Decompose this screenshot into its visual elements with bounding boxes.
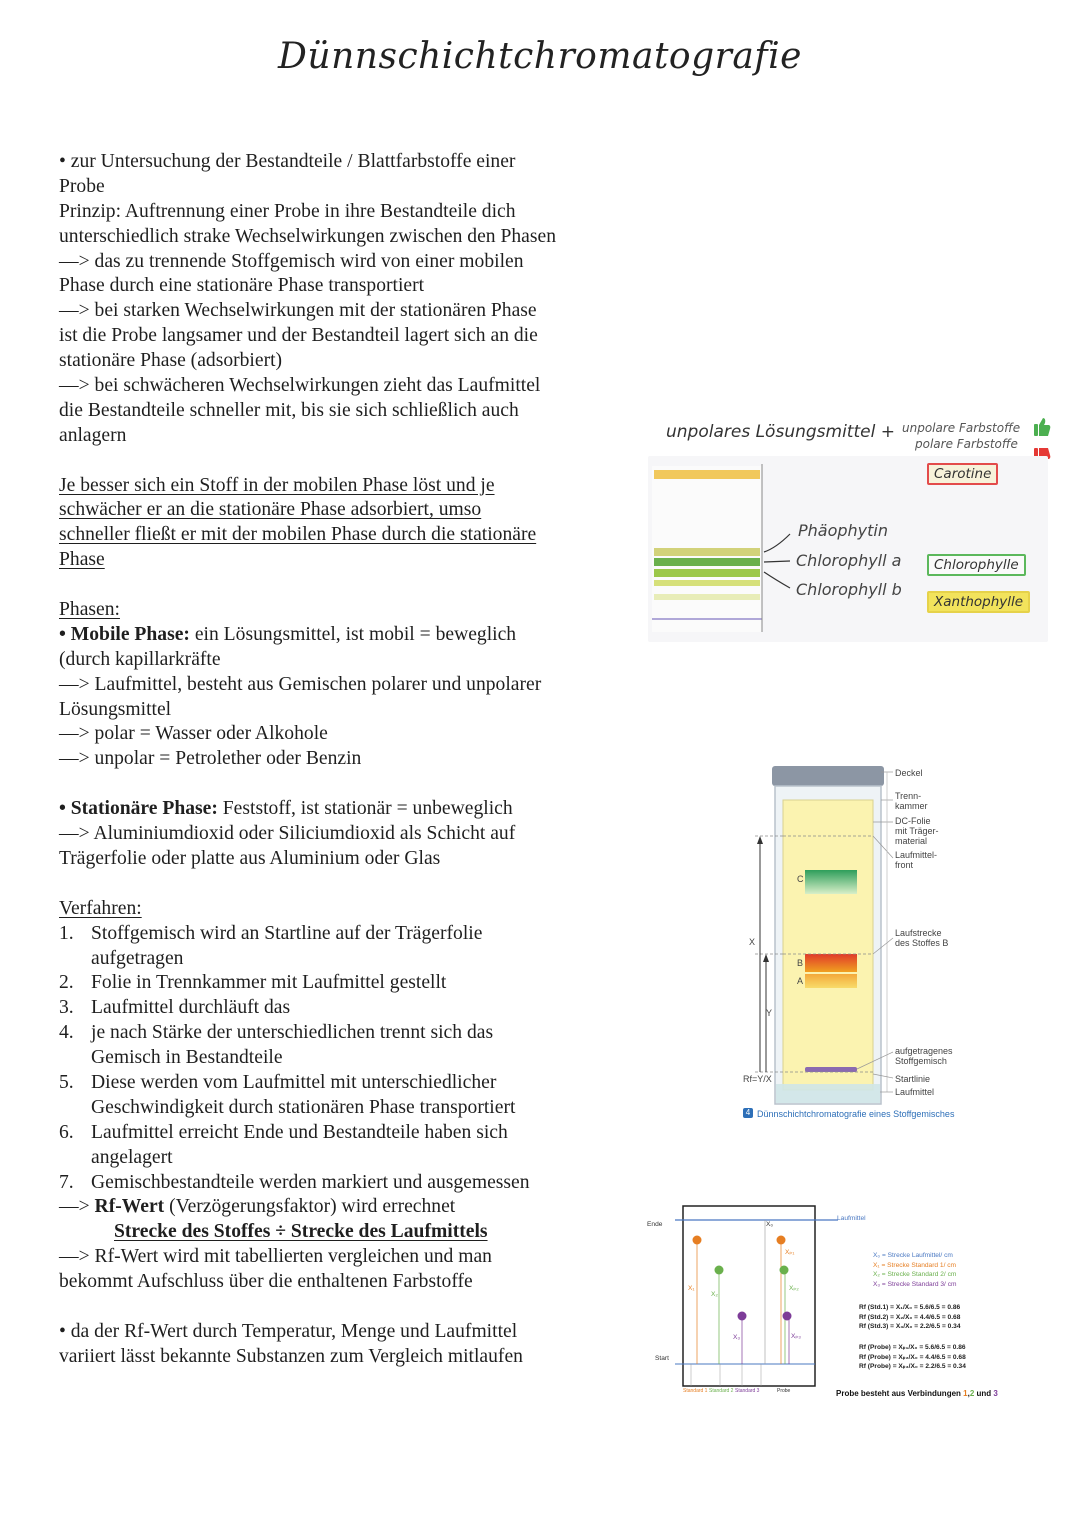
step-text: Stoffgemisch wird an Startline auf der Trägerfolie bbox=[91, 922, 483, 944]
spot-label-a: A bbox=[797, 976, 804, 986]
text-line: bekommt Aufschluss über die enthaltenen Farbstoffe bbox=[59, 1271, 473, 1293]
spot-b bbox=[805, 954, 857, 972]
step-text: aufgetragen bbox=[91, 947, 184, 969]
band-label-chlorophyll-b: Chlorophyll b bbox=[796, 580, 902, 599]
text-line: Phase bbox=[59, 549, 105, 571]
label-ende: Ende bbox=[647, 1221, 663, 1228]
label-x2: X₂ bbox=[711, 1291, 718, 1298]
text-line: schneller fließt er mit der mobilen Phase durch die stationäre bbox=[59, 524, 537, 546]
rf-comparison-figure bbox=[643, 1200, 1023, 1405]
list-item bbox=[59, 1121, 614, 1146]
solvent-pool bbox=[776, 1084, 880, 1103]
text-line: (durch kapillarkräfte bbox=[59, 648, 221, 670]
stationary-phase-desc: Feststoff, ist stationär = unbeweglich bbox=[217, 798, 513, 820]
spot-standard-1 bbox=[693, 1236, 702, 1245]
verfahren-heading: Verfahren: bbox=[59, 897, 142, 919]
conclusion-text bbox=[836, 1389, 998, 1399]
intro-paragraph bbox=[59, 150, 614, 449]
calc-line: Rf (Std.1) = X₁/X₀ = 5.6/6.5 = 0.86 bbox=[859, 1304, 961, 1311]
plate-frame bbox=[683, 1206, 815, 1386]
band-label-phaeophytin: Phäophytin bbox=[798, 521, 889, 540]
spot-probe-2 bbox=[780, 1266, 789, 1275]
text-line: Prinzip: Auftrennung einer Probe in ihre Bestandteile dich bbox=[59, 200, 516, 222]
text-line: Lösungsmittel bbox=[59, 698, 172, 720]
pigment-chromatogram-figure bbox=[648, 412, 1048, 644]
spot-label-c: C bbox=[797, 874, 804, 884]
label-laufmittel: Laufmittel bbox=[837, 1215, 866, 1222]
step-text: Gemischbestandteile werden markiert und ausgemessen bbox=[91, 1171, 530, 1193]
text-line: • da der Rf-Wert durch Temperatur, Menge und Laufmittel bbox=[59, 1320, 518, 1342]
separation-chamber-figure bbox=[735, 762, 995, 1127]
lane-standard-3: Standard 3 bbox=[735, 1388, 760, 1394]
text-line: stationäre Phase (adsorbiert) bbox=[59, 350, 283, 372]
label-x3: X₃ bbox=[733, 1334, 741, 1341]
rule-paragraph bbox=[59, 474, 614, 574]
calc-line: Rf (Std.3) = X₃/X₀ = 2.2/6.5 = 0.34 bbox=[859, 1323, 961, 1331]
rf-calculations-standards bbox=[859, 1303, 961, 1332]
label-startlinie: Startlinie bbox=[895, 1074, 931, 1084]
band-label-chlorophyll-a: Chlorophyll a bbox=[796, 551, 902, 570]
conclusion-prefix: Probe besteht aus Verbindungen bbox=[836, 1389, 964, 1398]
text-line: Phase durch eine stationäre Phase transportiert bbox=[59, 275, 425, 297]
caption-number: 4 bbox=[743, 1108, 753, 1118]
phasen-heading: Phasen: bbox=[59, 599, 120, 621]
figure-caption: Dünnschichtchromatografie eines Stoffgemisches bbox=[757, 1109, 955, 1119]
xanthophyll-band bbox=[654, 580, 760, 586]
step-number: 7. bbox=[59, 1171, 74, 1193]
phaeophytin-band bbox=[654, 548, 760, 556]
rf-plate-drawing bbox=[643, 1200, 1023, 1405]
text-line: Je besser sich ein Stoff in der mobilen Phase löst und je bbox=[59, 474, 495, 496]
text-line: —> bei schwächeren Wechselwirkungen zieht das Laufmittel bbox=[59, 375, 541, 397]
spot-probe-3 bbox=[783, 1312, 792, 1321]
label-deckel: Deckel bbox=[895, 768, 923, 778]
applied-mixture bbox=[805, 1067, 857, 1072]
polar-pigments-label: polare Farbstoffe bbox=[915, 437, 1018, 451]
compound-2: 2 bbox=[969, 1389, 975, 1398]
step-text: Folie in Trennkammer mit Laufmittel gestellt bbox=[91, 972, 447, 994]
spot-probe-1 bbox=[777, 1236, 786, 1245]
text-line: Probe bbox=[59, 175, 105, 197]
list-item bbox=[59, 1021, 614, 1046]
legend bbox=[873, 1251, 957, 1289]
text-line: variiert lässt bekannte Substanzen zum Vergleich mitlaufen bbox=[59, 1345, 523, 1367]
spot-label-b: B bbox=[797, 958, 804, 968]
calc-line: Rf (Std.2) = X₂/X₀ = 4.4/6.5 = 0.68 bbox=[859, 1313, 961, 1321]
stationary-phase-line bbox=[59, 797, 614, 822]
spot-a bbox=[805, 974, 857, 988]
notes-text bbox=[59, 150, 614, 1370]
legend-item: X₁ = Strecke Standard 1/ cm bbox=[873, 1261, 957, 1269]
step-text: angelagert bbox=[91, 1146, 173, 1168]
legend-item: X₂ = Strecke Standard 2/ cm bbox=[873, 1271, 957, 1279]
mobile-phase-desc: ein Lösungsmittel, ist mobil = beweglich bbox=[189, 623, 517, 645]
label-laufstrecke: Laufstrecke des Stoffes B bbox=[895, 928, 949, 948]
lane-probe: Probe bbox=[777, 1388, 791, 1394]
step-number: 6. bbox=[59, 1121, 74, 1143]
unpolar-pigments-label: unpolare Farbstoffe bbox=[902, 421, 1021, 435]
text-line: —> Rf-Wert wird mit tabellierten vergleichen und man bbox=[59, 1246, 492, 1268]
legend-item: X₃ = Strecke Standard 3/ cm bbox=[873, 1280, 957, 1288]
carotine-band bbox=[654, 470, 760, 479]
list-item bbox=[59, 971, 614, 996]
list-item bbox=[59, 1071, 614, 1096]
lane-standard-2: Standard 2 bbox=[709, 1388, 734, 1394]
calc-line: Rf (Probe) = Xₚ₃/X₀ = 2.2/6.5 = 0.34 bbox=[859, 1363, 966, 1371]
compound-1: 1 bbox=[963, 1389, 968, 1398]
text-line: • zur Untersuchung der Bestandteile / Blattfarbstoffe einer bbox=[59, 151, 516, 172]
axis-label-x: X bbox=[749, 937, 756, 947]
rf-value-label: Rf-Wert bbox=[94, 1196, 165, 1218]
step-text: Laufmittel durchläuft das bbox=[91, 997, 291, 1019]
list-item bbox=[59, 1171, 614, 1196]
lane-standard-1: Standard 1 bbox=[683, 1388, 708, 1394]
label-stoffgemisch: aufgetragenes Stoffgemisch bbox=[895, 1046, 953, 1066]
label-xp2: Xₚ₂ bbox=[789, 1285, 799, 1292]
label-x1: X₁ bbox=[688, 1285, 695, 1292]
text-line: die Bestandteile schneller mit, bis sie sich schließlich auch bbox=[59, 399, 519, 421]
rf-formula-label: Rf=Y/X bbox=[743, 1074, 772, 1084]
label-dc-folie: DC-Folie mit Träger- material bbox=[895, 816, 939, 846]
lid-shape bbox=[772, 766, 884, 786]
rf-calculations-probe bbox=[859, 1343, 966, 1372]
step-text: Diese werden vom Laufmittel mit unterschiedlicher bbox=[91, 1071, 497, 1093]
step-number: 1. bbox=[59, 922, 74, 944]
badge-carotine: Carotine bbox=[927, 463, 998, 485]
mobile-phase-label: • Mobile Phase: bbox=[59, 623, 190, 645]
step-number: 2. bbox=[59, 972, 74, 994]
label-trennkammer: Trenn- kammer bbox=[895, 791, 928, 811]
spot-standard-2 bbox=[715, 1266, 724, 1275]
text-line: ist die Probe langsamer und der Bestandteil lagert sich an die bbox=[59, 325, 538, 347]
spot-c bbox=[805, 870, 857, 894]
arrow-text: —> bbox=[59, 1196, 95, 1218]
label-laufmittel: Laufmittel bbox=[895, 1087, 935, 1097]
text-line: —> Aluminiumdioxid oder Siliciumdioxid als Schicht auf bbox=[59, 823, 516, 845]
step-number: 3. bbox=[59, 997, 74, 1019]
rf-value-line bbox=[59, 1195, 614, 1220]
text-line: —> polar = Wasser oder Alkohole bbox=[59, 723, 328, 745]
compound-3: 3 bbox=[993, 1389, 998, 1398]
label-xp1: Xₚ₁ bbox=[785, 1249, 795, 1256]
spot-standard-3 bbox=[738, 1312, 747, 1321]
list-item bbox=[59, 996, 614, 1021]
step-text: je nach Stärke der unterschiedlichen trennt sich das bbox=[91, 1022, 494, 1044]
chamber-drawing bbox=[735, 762, 995, 1127]
text-line: Trägerfolie oder platte aus Aluminium oder Glas bbox=[59, 847, 441, 869]
label-xp3: Xₚ₃ bbox=[791, 1333, 801, 1340]
step-text: Gemisch in Bestandteile bbox=[91, 1047, 283, 1069]
procedure-list bbox=[59, 922, 614, 1196]
tlc-foil bbox=[783, 800, 873, 1090]
list-item bbox=[59, 922, 614, 947]
text-line: unterschiedlich strake Wechselwirkungen zwischen den Phasen bbox=[59, 225, 556, 247]
step-number: 4. bbox=[59, 1022, 74, 1044]
axis-label-y: Y bbox=[766, 1008, 773, 1018]
text-line: —> unpolar = Petrolether oder Benzin bbox=[59, 748, 362, 770]
chlorophyll-a-band bbox=[654, 558, 760, 566]
step-text: Laufmittel erreicht Ende und Bestandteile haben sich bbox=[91, 1121, 508, 1143]
solvent-heading: unpolares Lösungsmittel + bbox=[666, 422, 895, 442]
rf-formula: Strecke des Stoffes ÷ Strecke des Laufmittels bbox=[114, 1221, 488, 1243]
step-number: 5. bbox=[59, 1071, 74, 1093]
separator: , bbox=[967, 1389, 970, 1398]
step-text: Geschwindigkeit durch stationären Phase transportiert bbox=[91, 1096, 516, 1118]
text-line: —> das zu trennende Stoffgemisch wird von einer mobilen bbox=[59, 250, 524, 272]
calc-line: Rf (Probe) = Xₚ₁/X₀ = 5.6/6.5 = 0.86 bbox=[859, 1344, 966, 1351]
label-x0: X₀ bbox=[766, 1221, 774, 1228]
thumb-up-icon bbox=[1034, 418, 1050, 436]
badge-xanthophylle: Xanthophylle bbox=[927, 591, 1030, 613]
text-line: schwächer er an die stationäre Phase adsorbiert, umso bbox=[59, 499, 482, 521]
chlorophyll-b-band bbox=[654, 569, 760, 577]
label-laufmittelfront: Laufmittel- front bbox=[895, 850, 938, 870]
badge-chlorophylle: Chlorophylle bbox=[927, 554, 1026, 576]
text-line: —> bei starken Wechselwirkungen mit der stationären Phase bbox=[59, 300, 537, 322]
calc-line: Rf (Probe) = Xₚ₂/X₀ = 4.4/6.5 = 0.68 bbox=[859, 1353, 966, 1361]
stationary-phase-label: • Stationäre Phase: bbox=[59, 798, 218, 820]
text-line: —> Laufmittel, besteht aus Gemischen polarer und unpolarer bbox=[59, 673, 542, 695]
text-line: anlagern bbox=[59, 424, 127, 446]
separator: und bbox=[974, 1389, 994, 1398]
mobile-phase-line bbox=[59, 623, 614, 648]
page-title: Dünnschichtchromatografie bbox=[278, 36, 802, 77]
legend-item: X₀ = Strecke Laufmittel/ cm bbox=[873, 1252, 953, 1259]
rf-value-desc: (Verzögerungsfaktor) wird errechnet bbox=[164, 1196, 456, 1218]
label-start: Start bbox=[655, 1355, 669, 1362]
